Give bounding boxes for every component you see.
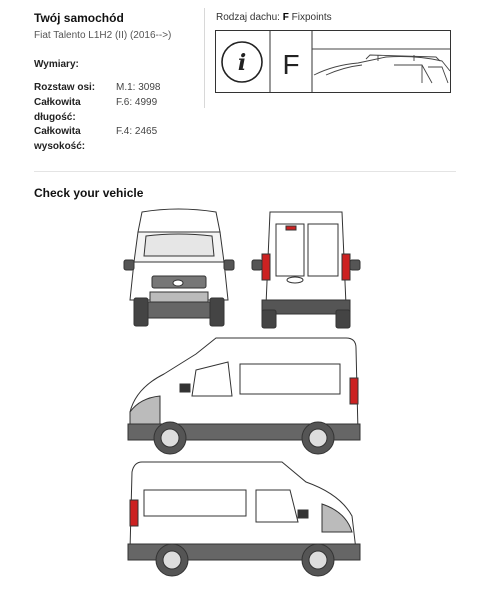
vehicle-heading: Twój samochód — [34, 11, 124, 25]
wheelbase-label: Rozstaw osi: — [34, 82, 96, 93]
roof-type-code: F — [282, 12, 289, 23]
van-front-view — [124, 209, 234, 326]
check-vehicle-heading: Check your vehicle — [34, 186, 144, 200]
roof-type-prefix: Rodzaj dachu: — [216, 12, 280, 23]
height-value: F.4: 2465 — [116, 126, 158, 137]
vehicle-model: Fiat Talento L1H2 (II) (2016-->) — [34, 30, 172, 41]
length-label-line2: długość: — [34, 112, 76, 123]
height-label-line1: Całkowita — [34, 126, 81, 137]
length-label-line1: Całkowita — [34, 97, 81, 108]
van-rear-view — [252, 212, 360, 328]
van-side-view-right — [128, 462, 360, 576]
length-value: F.6: 4999 — [116, 97, 158, 108]
svg-text:i: i — [237, 50, 247, 76]
height-label-line2: wysokość: — [34, 141, 86, 152]
roof-box-letter: F — [282, 49, 300, 80]
dimensions-heading: Wymiary: — [34, 59, 79, 70]
wheelbase-value: M.1: 3098 — [116, 82, 161, 93]
van-side-view-left — [128, 338, 360, 454]
roof-type-name: Fixpoints — [291, 12, 332, 23]
